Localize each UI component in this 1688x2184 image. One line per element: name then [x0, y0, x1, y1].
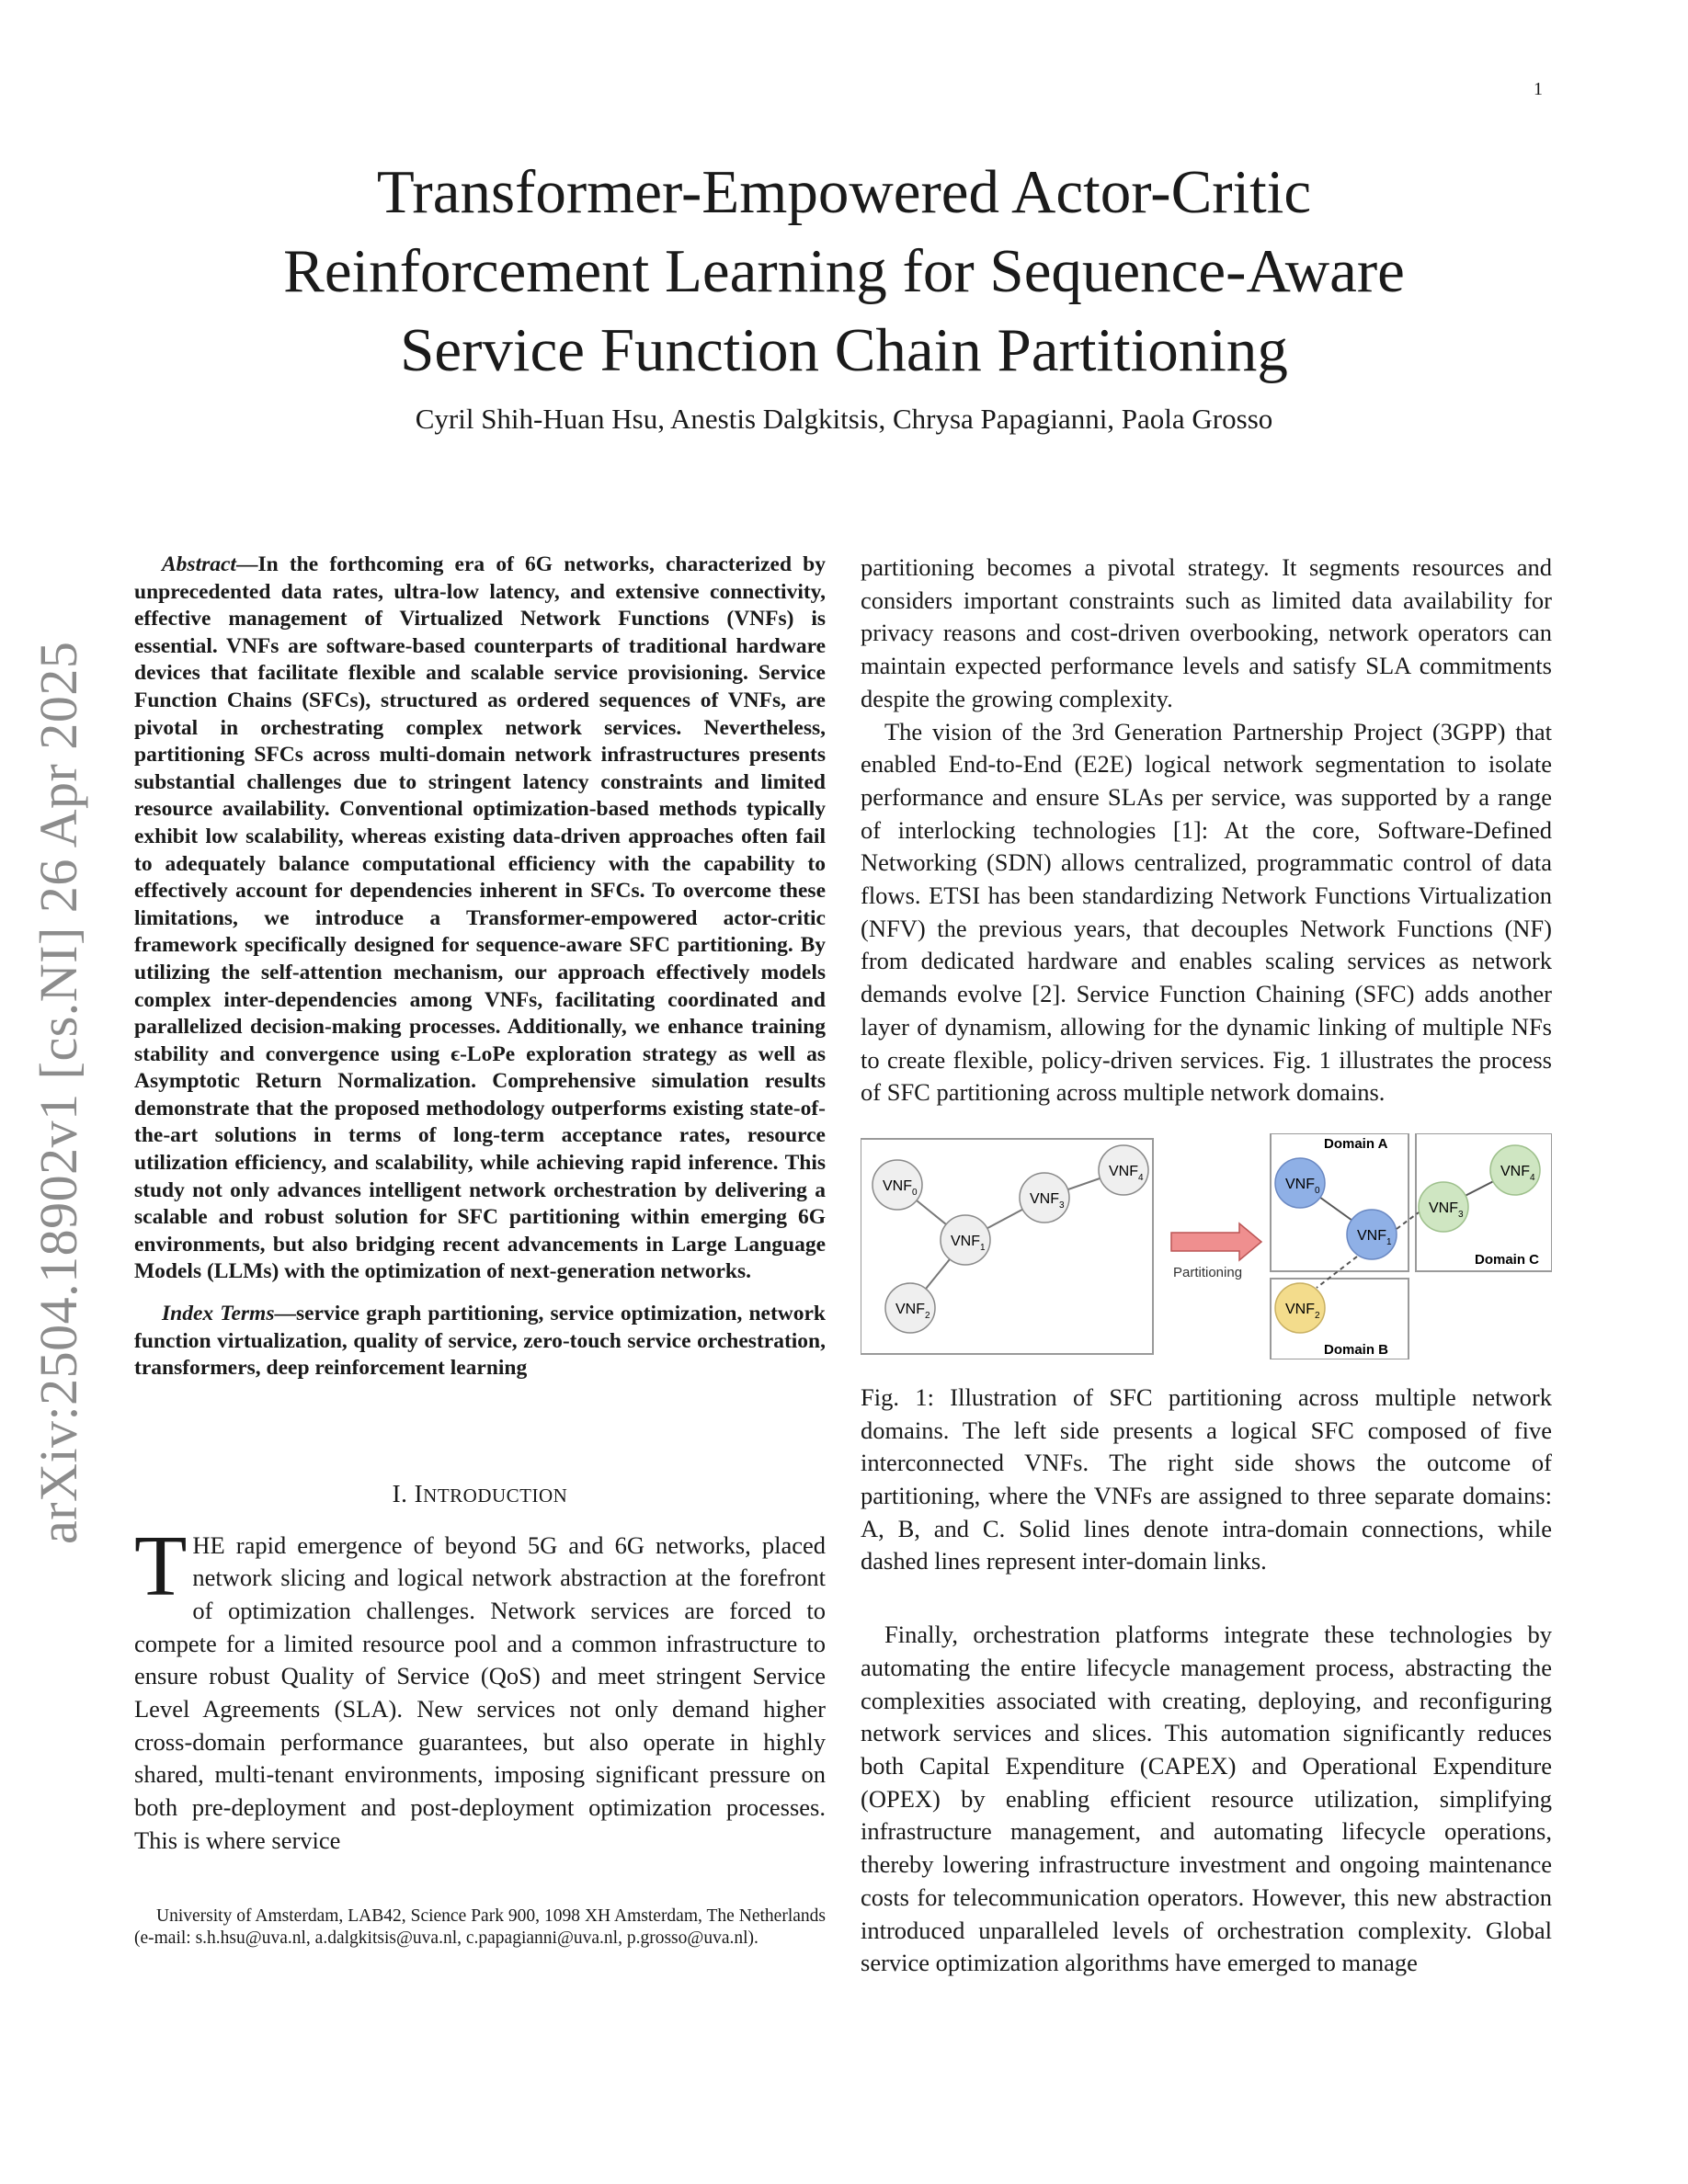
body-paragraph: partitioning becomes a pivotal strategy. It segments resources and considers important constraints such as limited data availability for privacy reasons and cost-driven overbooking, network operators can maintain expected performance levels and satisfy SLA commitments despite the growing complexity.	[861, 553, 1552, 712]
domain-a-label: Domain A	[1324, 1135, 1388, 1152]
vnf-node	[1419, 1182, 1468, 1232]
title-line: Reinforcement Learning for Sequence-Aware	[283, 237, 1405, 305]
paper-authors: Cyril Shih-Huan Hsu, Anestis Dalgkitsis, Chrysa Papagianni, Paola Grosso	[415, 403, 1273, 435]
body-paragraph: The vision of the 3rd Generation Partnership Project (3GPP) that enabled End-to-End (E2E) logical network segmentation to isolate performance and ensure SLAs per service, was supported by a range of interlocking technologies [1]: At the core, Software-Defined Networking (SDN) allows centralized, programmatic control of data flows. ETSI has been standardizing Network Functions Virtualization (NFV) the previous years, that decouples Network Functions (NF) from dedicated hardware and enables scaling services as network demands evolve [2]. Service Function Chaining (SFC) adds another layer of dynamism, allowing for the dynamic linking of multiple NFs to create flexible, policy-driven services. Fig. 1 illustrates the process of SFC partitioning across multiple network domains.	[861, 717, 1552, 1107]
title-line: Service Function Chain Partitioning	[400, 316, 1288, 384]
section-number: I.	[392, 1479, 408, 1507]
svg-text:VNF4: $VNF_4$	[1109, 1163, 1144, 1183]
arxiv-stamp[interactable]: arXiv:2504.18902v1 [cs.NI] 26 Apr 2025	[29, 641, 88, 1544]
abstract-text: In the forthcoming era of 6G networks, characterized by unprecedented data rates, ultra-low latency, and extensive connectivity, effective management of Virtualized Network Functions (VNFs) is essential. VNFs are software-based counterparts of traditional hardware devices that facilitate flexible and scalable service provisioning. Service Function Chains (SFCs), structured as ordered sequences of VNFs, are pivotal in orchestrating complex network services. Nevertheless, partitioning SFCs across multi-domain network infrastructures presents substantial challenges due to stringent latency constraints and limited resource availability. Conventional optimization-based methods typically exhibit low scalability, whereas existing data-driven approaches often fail to adequately balance computational efficiency with the capability to effectively account for dependencies inherent in SFCs. To overcome these limitations, we introduce a Transformer-empowered actor-critic framework specifically designed for sequence-aware SFC partitioning. By utilizing the self-attention mechanism, our approach effectively models complex inter-dependencies among VNFs, facilitating coordinated and parallelized decision-making processes. Additionally, we enhance training stability and convergence using ϵ-LoPe exploration strategy as well as Asymptotic Return Normalization. Comprehensive simulation results demonstrate that the proposed methodology outperforms existing state-of-the-art solutions in terms of long-term acceptance rates, resource utilization efficiency, and scalability, while achieving rapid inference. This study not only advances intelligent network orchestration by delivering a scalable and robust solution for SFC partitioning within emerging 6G environments, but also bridging recent advancements in Large Language Models (LLMs) with the optimization of next-generation networks.	[134, 552, 826, 1284]
section-heading	[134, 1478, 826, 1513]
section-first-letter: I	[414, 1479, 424, 1507]
left-column	[134, 552, 826, 1950]
vnf-node	[1275, 1158, 1325, 1208]
intro-paragraph: THE rapid emergence of beyond 5G and 6G networks, placed network slicing and logical network abstraction at the forefront of optimization challenges. Network services are forced to compete for a limited resource pool and a common infrastructure to ensure robust Quality of Service (QoS) and meet stringent Service Level Agreements (SLA). New services not only demand higher cross-domain performance guarantees, but also operate in highly shared, multi-tenant environments, imposing significant pressure on both pre-deployment and post-deployment optimization processes. This is where service	[134, 1518, 826, 1854]
abstract: Abstract—In the forthcoming era of 6G networks, characterized by unprecedented data rates, ultra-low latency, and extensive connectivity, effective management of Virtualized Network Functions (VNFs) is essential. VNFs are software-based counterparts of traditional hardware devices that facilitate flexible and scalable service provisioning. Service Function Chains (SFCs), structured as ordered sequences of VNFs, are pivotal in orchestrating complex network services. Nevertheless, partitioning SFCs across multi-domain network infrastructures presents substantial challenges due to stringent latency constraints and limited resource availability. Conventional optimization-based methods typically exhibit low scalability, whereas existing data-driven approaches often fail to adequately balance computational efficiency with the capability to effectively account for dependencies inherent in SFCs. To overcome these limitations, we introduce a Transformer-empowered actor-critic framework specifically designed for sequence-aware SFC partitioning. By utilizing the self-attention mechanism, our approach effectively models complex inter-dependencies among VNFs, facilitating coordinated and parallelized decision-making processes. Additionally, we enhance training stability and convergence using ϵ-LoPe exploration strategy as well as Asymptotic Return Normalization. Comprehensive simulation results demonstrate that the proposed methodology outperforms existing state-of-the-art solutions in terms of long-term acceptance rates, resource utilization efficiency, and scalability, while achieving rapid inference. This study not only advances intelligent network orchestration by delivering a scalable and robust solution for SFC partitioning within emerging 6G environments, but also bridging recent advancements in Large Language Models (LLMs) with the optimization of next-generation networks.	[134, 552, 826, 1284]
domain-b-label: Domain B	[1324, 1341, 1389, 1358]
body-paragraph: Finally, orchestration platforms integrate these technologies by automating the entire lifecycle management process, abstracting the complexities associated with creating, deploying, and reconfiguring network services and slices. This automation significantly reduces both Capital Expenditure (CAPEX) and Operational Expenditure (OPEX) by enabling efficient resource utilization, simplifying infrastructure management, and automating lifecycle operations, thereby lowering infrastructure investment and ongoing maintenance costs for telecommunication operators. However, this new abstraction introduced unparalleled levels of orchestration complexity. Global service optimization algorithms have emerged to manage	[861, 1621, 1552, 1977]
vnf-node	[1275, 1283, 1325, 1333]
index-terms-label: Index Terms	[162, 1302, 275, 1326]
figure-caption: Fig. 1: Illustration of SFC partitioning across multiple network domains. The left side presents a logical SFC composed of five interconnected VNFs. The right side shows the outcome of partitioning, where the VNFs are assigned to three separate domains: A, B, and C. Solid lines denote intra-domain connections, while dashed lines represent inter-domain links.	[861, 1382, 1552, 1575]
svg-text:VNF2: $VNF_2$	[895, 1301, 930, 1321]
svg-text:VNF4: $VNF_4$	[1500, 1163, 1535, 1183]
right-column	[861, 552, 1552, 1980]
partitioning-arrow	[1171, 1223, 1261, 1280]
vnf-node	[1347, 1210, 1397, 1259]
arrow-label: Partitioning	[1173, 1264, 1243, 1280]
index-terms: Index Terms—service graph partitioning, service optimization, network function virtualization, quality of service, zero-touch service orchestration, transformers, deep reinforcement learning	[134, 1302, 827, 1381]
domain-c-label: Domain C	[1475, 1251, 1540, 1268]
svg-text:VNF0: $VNF_0$	[1285, 1176, 1320, 1196]
vnf-node	[941, 1215, 990, 1265]
abstract-label: Abstract	[162, 552, 236, 576]
figure-1	[861, 1133, 1552, 1359]
svg-text:VNF3: $VNF_3$	[1030, 1190, 1065, 1211]
svg-text:VNF2: $VNF_2$	[1285, 1301, 1320, 1321]
affiliation-footnote: University of Amsterdam, LAB42, Science Park 900, 1098 XH Amsterdam, The Netherlands (e-mail: s.h.hsu@uva.nl, a.dalgkitsis@uva.nl, c.papagianni@uva.nl, p.grosso@uva.nl).	[134, 1905, 826, 1948]
index-terms-text: service graph partitioning, service optimization, network function virtualization, quality of service, zero-touch service orchestration, transformers, deep reinforcement learning	[134, 1302, 827, 1381]
title-line: Transformer-Empowered Actor-Critic	[376, 158, 1312, 226]
vnf-node	[1099, 1145, 1148, 1195]
page-number: 1	[1534, 79, 1543, 99]
vnf-node	[885, 1283, 935, 1333]
sfc-partitioning-diagram	[861, 1133, 1552, 1359]
vnf-node	[873, 1160, 922, 1210]
svg-text:VNF0: $VNF_0$	[883, 1177, 918, 1198]
svg-text:VNF1: $VNF_1$	[1357, 1227, 1392, 1247]
svg-text:VNF1: $VNF_1$	[951, 1233, 986, 1253]
paper-title	[0, 153, 1688, 390]
vnf-node	[1020, 1173, 1069, 1223]
section-title-rest: NTRODUCTION	[423, 1484, 568, 1507]
vnf-node	[1490, 1145, 1540, 1195]
svg-text:VNF3: $VNF_3$	[1429, 1200, 1464, 1220]
